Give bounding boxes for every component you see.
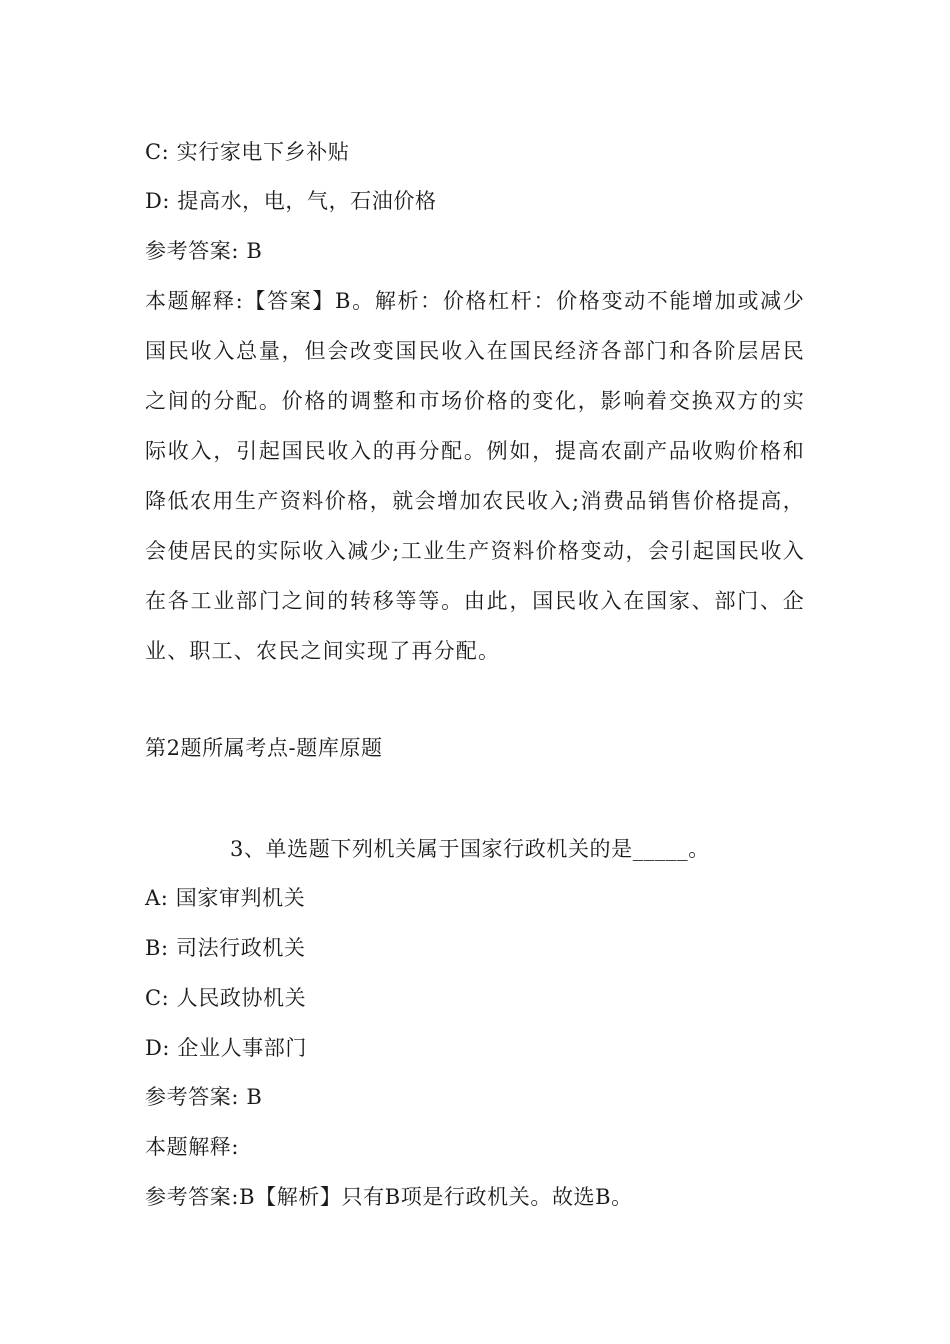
- q2-knowledge-point: 第2题所属考点-题库原题: [145, 736, 383, 760]
- q3-option-c: C: 人民政协机关: [145, 986, 307, 1010]
- q1-answer: 参考答案: B: [145, 239, 263, 263]
- q1-explanation: 本题解释:【答案】B。解析：价格杠杆：价格变动不能增加或减少国民收入总量，但会改变国民收入在国民经济各部门和各阶层居民之间的分配。价格的调整和市场价格的变化，影响着交换双方的实际收入，引起国民收入的再分配。例如，提高农副产品收购价格和降低农用生产资料价格，就会增加农民收入;消费品销售价格提高，会使居民的实际收入减少;工业生产资料价格变动，会引起国民收入在各工业部门之间的转移等等。由此，国民收入在国家、部门、企业、职工、农民之间实现了再分配。: [145, 289, 805, 663]
- q1-option-d: D: 提高水，电，气，石油价格: [145, 189, 437, 213]
- q3-option-a: A: 国家审判机关: [145, 886, 306, 910]
- q1-option-c: C: 实行家电下乡补贴: [145, 140, 350, 164]
- q3-option-b: B: 司法行政机关: [145, 936, 306, 960]
- q3-answer: 参考答案: B: [145, 1085, 263, 1109]
- q3-option-d: D: 企业人事部门: [145, 1036, 307, 1060]
- q3-explanation: 参考答案:B【解析】只有B项是行政机关。故选B。: [145, 1185, 633, 1209]
- q3-question-title: 3、单选题下列机关属于国家行政机关的是_____。: [230, 837, 710, 861]
- q3-explanation-label: 本题解释:: [145, 1135, 240, 1159]
